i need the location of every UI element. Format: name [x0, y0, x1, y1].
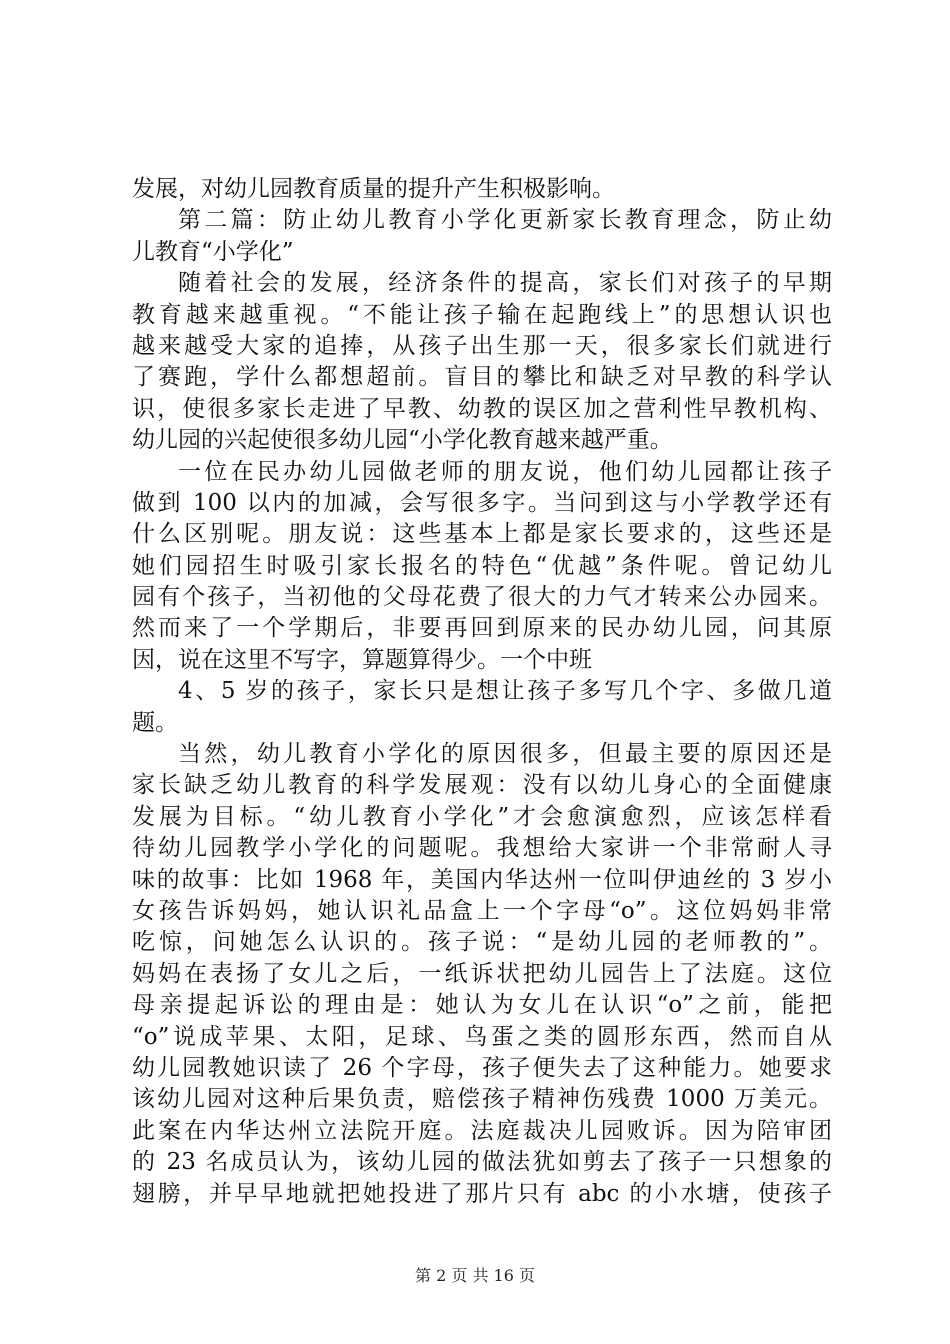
text-line: “o”说成苹果、太阳，足球、鸟蛋之类的圆形东西，然而自从	[132, 1023, 832, 1050]
text-line: 她们园招生时吸引家长报名的特色“优越”条件呢。曾记幼儿	[132, 552, 832, 579]
text-line: 什么区别呢。朋友说：这些基本上都是家长要求的，这些还是	[132, 521, 832, 548]
text-line: 发展，对幼儿园教育质量的提升产生积极影响。	[132, 176, 615, 202]
text-line: 翅膀，并早早地就把她投进了那片只有 abc 的小水塘，使孩子	[132, 1180, 832, 1207]
text-line: 然而来了一个学期后，非要再回到原来的民办幼儿园，问其原	[132, 615, 832, 642]
text-line: 识，使很多家长走进了早教、幼教的误区加之营利性早教机构、	[132, 395, 832, 422]
document-body	[132, 174, 832, 1210]
text-line: 吃惊，问她怎么认识的。孩子说：“是幼儿园的老师教的”。	[132, 929, 832, 956]
page-footer: 第 2 页 共 16 页	[415, 1266, 535, 1285]
text-line: 的 23 名成员认为，该幼儿园的做法犹如剪去了孩子一只想象的	[132, 1149, 832, 1176]
text-line: 题。	[132, 709, 178, 736]
text-line: 越来越受大家的追捧，从孩子出生那一天，很多家长们就进行	[132, 332, 832, 359]
text-line: 此案在内华达州立法院开庭。法庭裁决儿园败诉。因为陪审团	[132, 1117, 832, 1144]
text-line: 儿教育“小学化”	[132, 238, 294, 265]
text-line: 女孩告诉妈妈，她认识礼品盒上一个字母“o”。这位妈妈非常	[132, 897, 832, 924]
text-line: 因，说在这里不写字，算题算得少。一个中班	[132, 646, 592, 673]
text-line: 妈妈在表扬了女儿之后，一纸诉状把幼儿园告上了法庭。这位	[132, 960, 832, 987]
text-line: 母亲提起诉讼的理由是：她认为女儿在认识“o”之前，能把	[132, 992, 832, 1019]
text-line: 发展为目标。“幼儿教育小学化”才会愈演愈烈，应该怎样看	[132, 803, 832, 830]
text-line: 幼儿园的兴起使很多幼儿园“小学化教育越来越严重。	[132, 427, 673, 454]
text-line: 一位在民办幼儿园做老师的朋友说，他们幼儿园都让孩子	[178, 458, 832, 485]
text-line: 做到 100 以内的加减，会写很多字。当问到这与小学教学还有	[132, 489, 832, 516]
text-line: 味的故事：比如 1968 年，美国内华达州一位叫伊迪丝的 3 岁小	[132, 866, 832, 893]
text-line: 待幼儿园教学小学化的问题呢。我想给大家讲一个非常耐人寻	[132, 835, 832, 862]
text-line: 该幼儿园对这种后果负责，赔偿孩子精神伤残费 1000 万美元。	[132, 1086, 832, 1113]
text-line: 了赛跑，学什么都想超前。盲目的攀比和缺乏对早教的科学认	[132, 364, 832, 391]
text-line: 家长缺乏幼儿教育的科学发展观：没有以幼儿身心的全面健康	[132, 772, 832, 799]
text-line: 教育越来越重视。“不能让孩子输在起跑线上”的思想认识也	[132, 301, 832, 328]
text-line: 园有个孩子，当初他的父母花费了很大的力气才转来公办园来。	[132, 584, 832, 611]
text-line: 幼儿园教她识读了 26 个字母，孩子便失去了这种能力。她要求	[132, 1054, 832, 1081]
text-line: 随着社会的发展，经济条件的提高，家长们对孩子的早期	[178, 270, 832, 297]
text-line: 第二篇：防止幼儿教育小学化更新家长教育理念，防止幼	[178, 207, 832, 234]
text-line: 4、5 岁的孩子，家长只是想让孩子多写几个字、多做几道	[178, 678, 832, 705]
text-line: 当然，幼儿教育小学化的原因很多，但最主要的原因还是	[178, 741, 832, 768]
